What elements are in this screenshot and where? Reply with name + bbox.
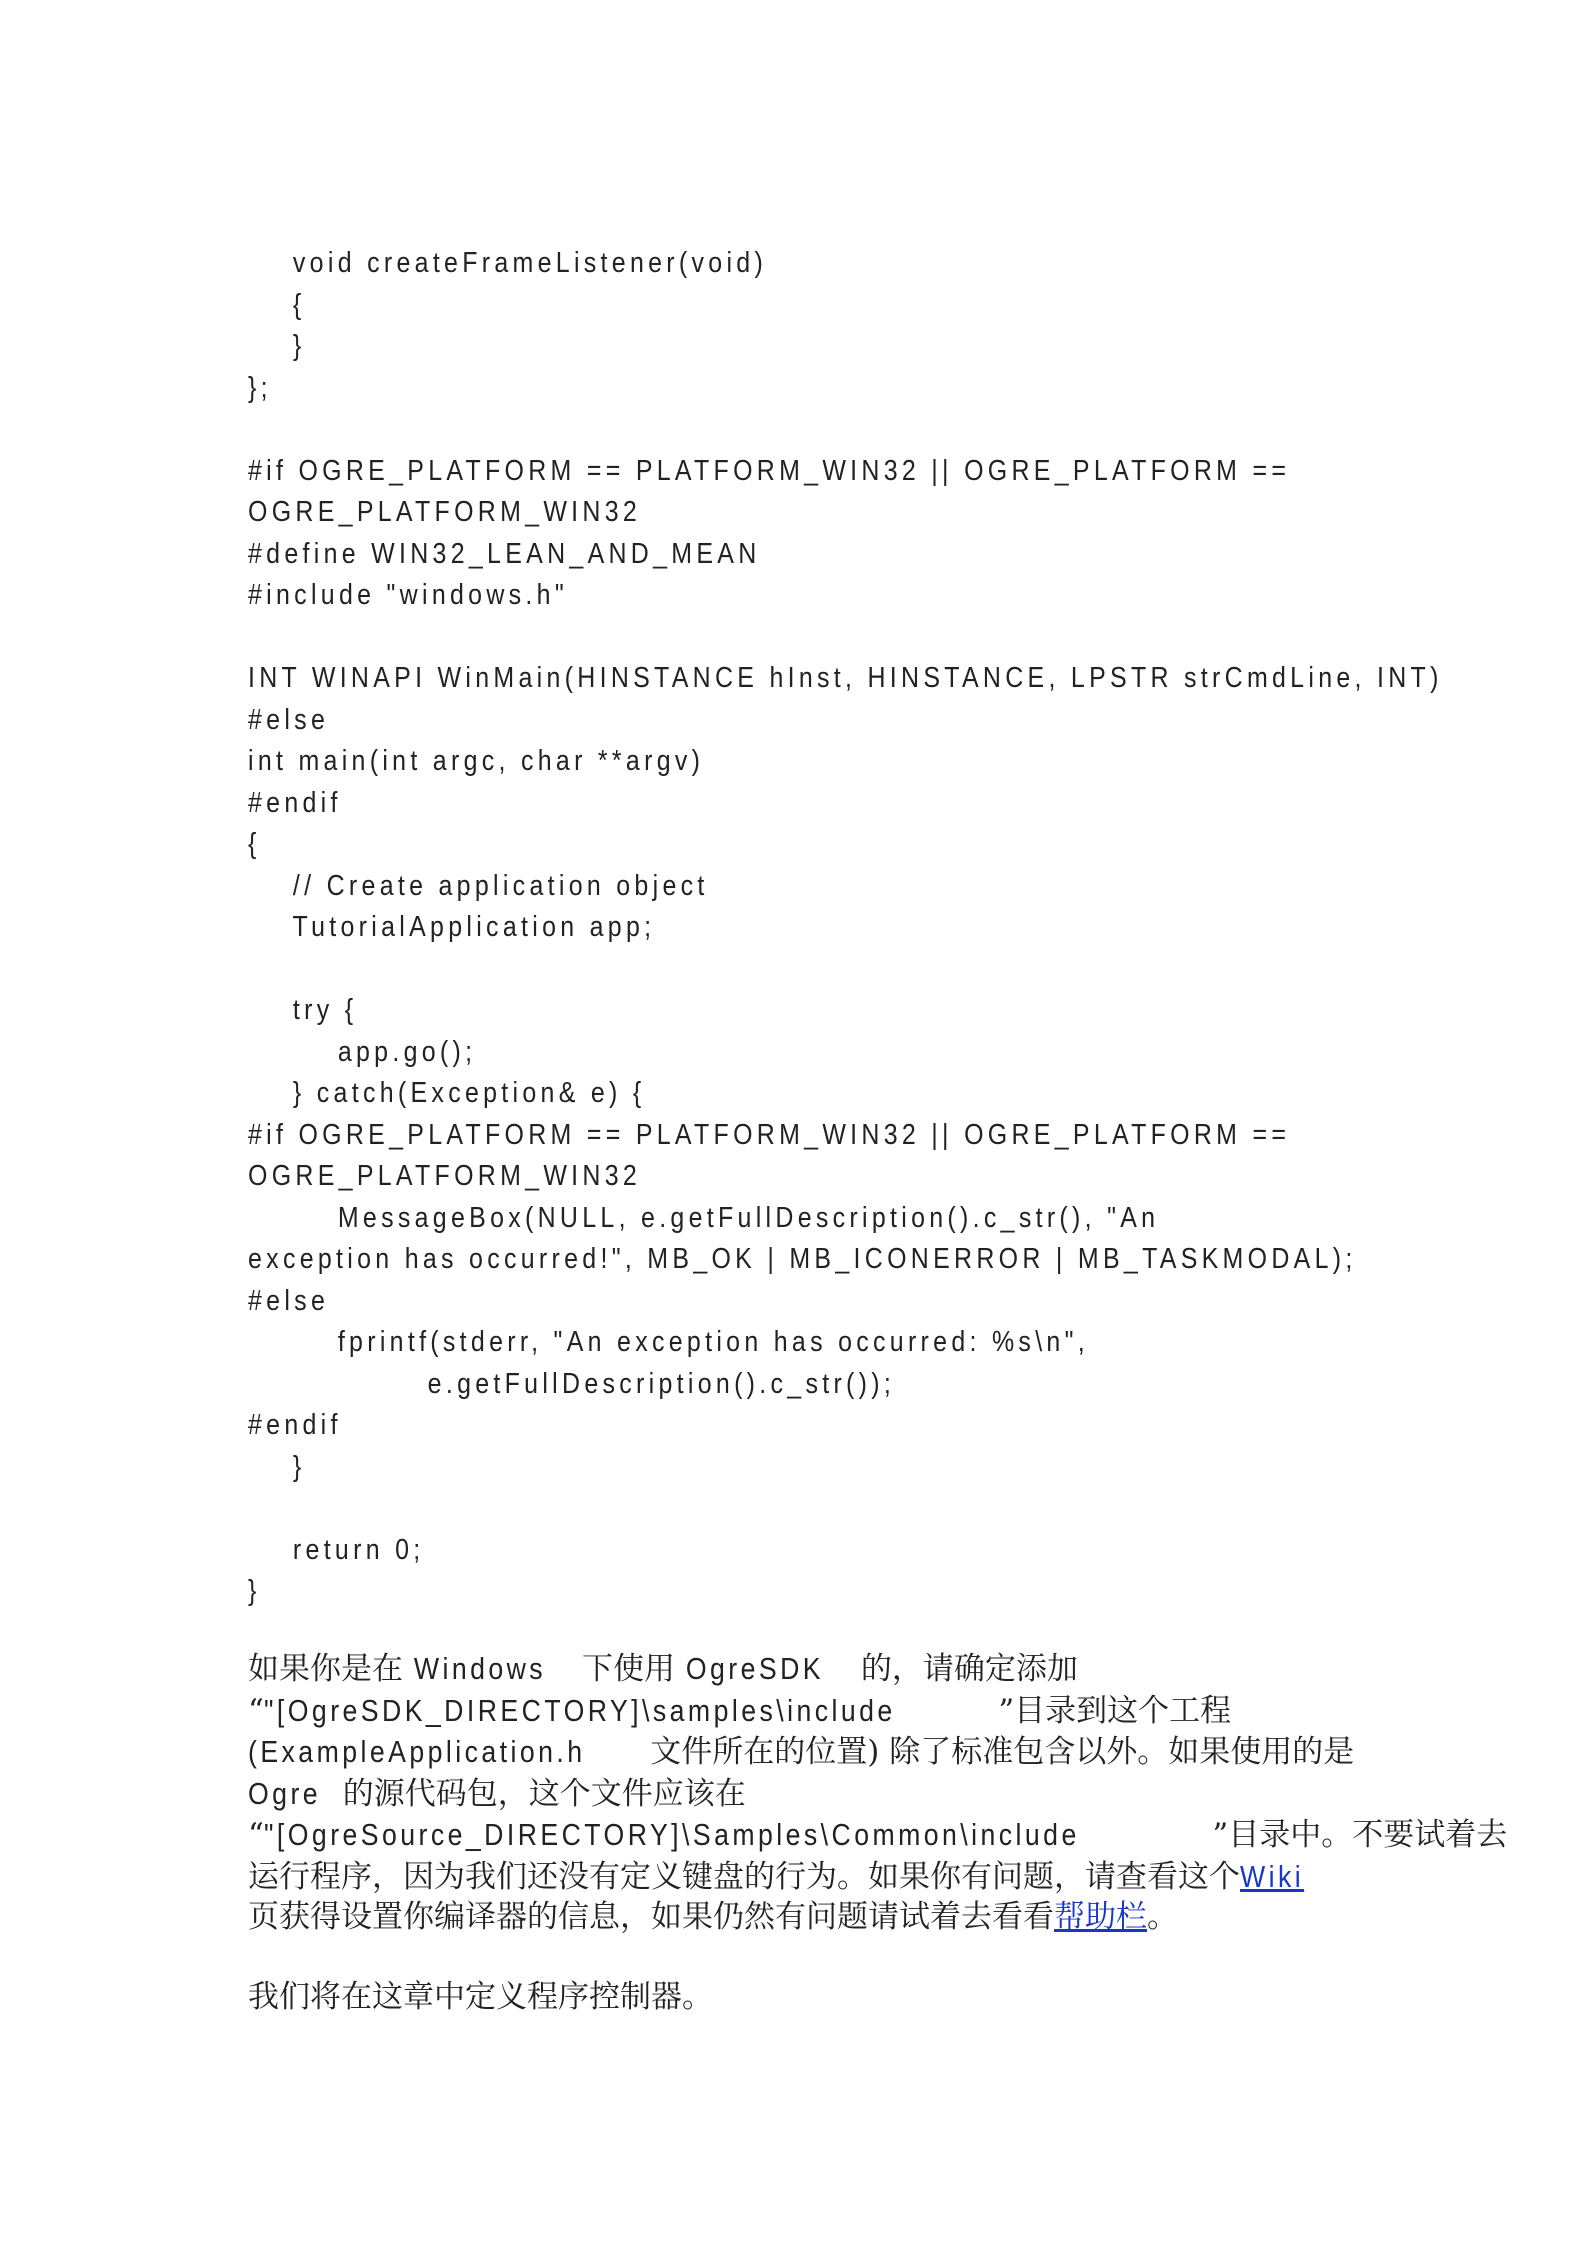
code-line: OGRE_PLATFORM_WIN32 [248,1160,642,1192]
paragraph-controller-intro [248,1977,1368,2019]
code-line: #if OGRE_PLATFORM == PLATFORM_WIN32 || OGRE_PLATFORM == [248,1118,1291,1151]
code-line: } [248,1450,306,1483]
text-span: 的，请确定添加 [860,1651,1078,1687]
text-span: "[OgreSDK_DIRECTORY]\samples\include [263,1692,896,1728]
wiki-link[interactable]: Wiki [1240,1858,1305,1894]
code-line: e.getFullDescription().c_str()); [248,1367,896,1400]
code-line: OGRE_PLATFORM_WIN32 [248,496,642,528]
code-line: // Create application object [248,869,709,902]
code-line: }; [248,371,272,404]
text-span: ”目录中。不要试着去 [1212,1817,1508,1853]
code-line: int main(int argc, char **argv) [248,745,705,777]
code-line: #else [248,703,330,736]
code-line: INT WINAPI WinMain(HINSTANCE hInst, HINSTANCE, LPSTR strCmdLine, INT) [248,662,1443,694]
text-span: 运行程序，因为我们还没有定义键盘的行为。如果你有问题，请查看这个 [248,1858,1240,1895]
code-line: #if OGRE_PLATFORM == PLATFORM_WIN32 || OGRE_PLATFORM == [248,454,1291,487]
text-line [248,1690,1368,1732]
text-line [248,1731,1368,1773]
help-forum-link[interactable]: 帮助栏 [1054,1899,1147,1935]
text-span: 。 [1147,1899,1178,1935]
code-line: #endif [248,1409,342,1441]
code-line: #endif [248,786,342,819]
code-block [248,243,1443,1613]
text-span: 下使用 [581,1651,675,1687]
text-span: OgreSDK [674,1651,835,1686]
code-line: } [248,1575,261,1607]
code-line: void createFrameListener(void) [248,247,768,279]
text-line [248,1773,1368,1815]
code-line: { [248,828,261,860]
text-span: 页获得设置你编译器的信息，如果仍然有问题请试着去看看 [248,1899,1054,1935]
text-line [248,1897,1368,1939]
code-line: #include "windows.h" [248,579,568,611]
code-line: app.go(); [248,1035,477,1068]
code-line: MessageBox(NULL, e.getFullDescription().c_str(), "An [248,1201,1160,1234]
text-line [248,1856,1368,1898]
text-line: 我们将在这章中定义程序控制器。 [248,1979,713,2015]
code-line [248,617,1237,659]
text-span: ”目录到这个工程 [998,1692,1232,1729]
code-line [248,409,1237,451]
code-line: exception has occurred!", MB_OK | MB_ICONERROR | MB_TASKMODAL); [248,1243,1357,1275]
text-span: 文件所在的位置) 除了标准包含以外。如果使用的是 [640,1734,1355,1770]
text-span: Ogre [248,1775,322,1811]
text-span: “ [248,1817,264,1853]
code-line: try { [248,994,358,1026]
code-line: { [248,288,306,321]
code-line: return 0; [248,1533,425,1566]
code-line: TutorialApplication app; [248,911,656,943]
text-span: 如果你是在 [248,1651,403,1687]
code-line: fprintf(stderr, "An exception has occurred: %s\n", [248,1326,1089,1358]
text-span: “ [248,1692,264,1729]
code-line: } catch(Exception& e) { [248,1077,646,1109]
text-line [248,1648,1368,1690]
paragraph-windows-setup [248,1648,1508,1939]
text-span: 的源代码包，这个文件应该在 [332,1775,746,1812]
text-span: (ExampleApplication.h [248,1734,586,1769]
code-line: #else [248,1284,330,1317]
code-line: #define WIN32_LEAN_AND_MEAN [248,537,761,570]
code-line [248,949,1237,991]
text-span: Windows [403,1651,557,1686]
text-line [248,1814,1508,1856]
text-span: "[OgreSource_DIRECTORY]\Samples\Common\include [263,1817,1080,1852]
code-line: } [248,330,306,362]
code-line [248,1488,1237,1530]
